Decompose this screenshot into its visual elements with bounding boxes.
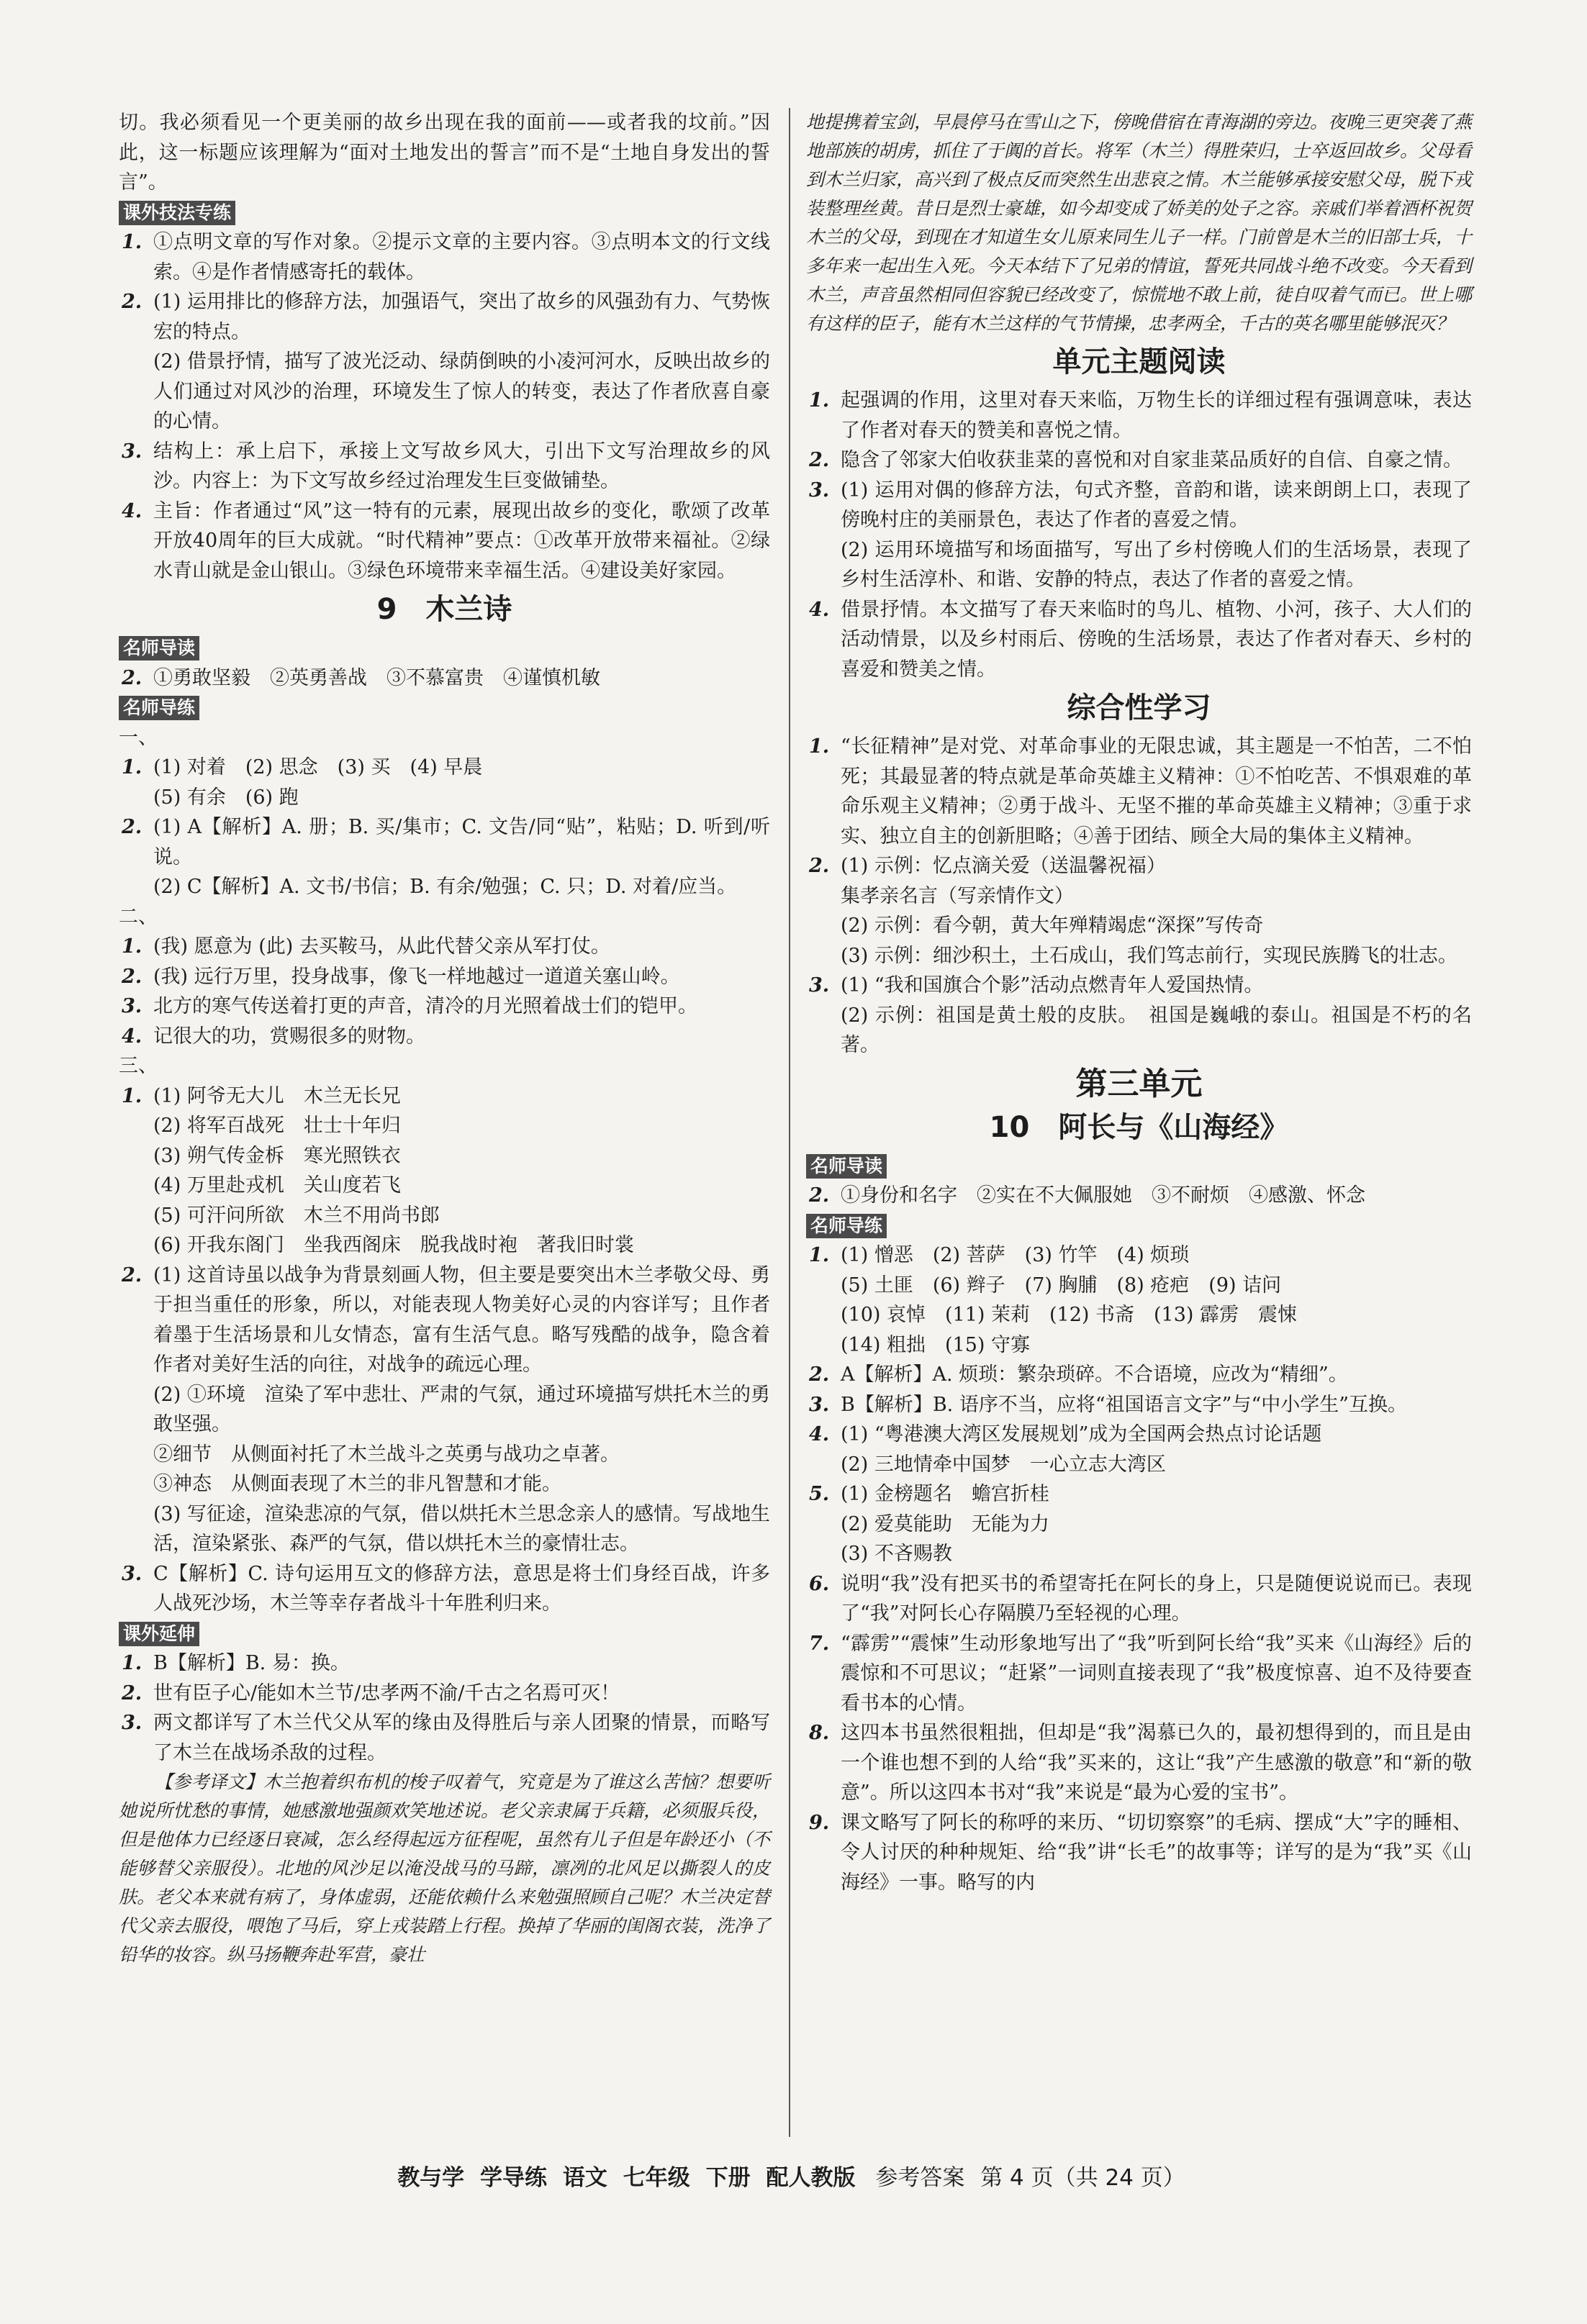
item-text: (6) 开我东阁门 坐我西阁床 脱我战时袍 著我旧时裳 [153, 1234, 634, 1256]
item-text: (3) 朔气传金柝 寒光照铁衣 [153, 1144, 401, 1167]
item-number: 4. [122, 499, 143, 522]
item-text: (2) 借景抒情，描写了波光泛动、绿荫倒映的小凌河河水，反映出故乡的人们通过对风沙的治理，环境发生了惊人的转变，表达了作者欣喜自豪的心情。 [153, 350, 770, 432]
footer-brand: 教与学 [397, 2165, 465, 2191]
lesson-9-title [119, 590, 770, 629]
footer-volume: 下册 [705, 2165, 751, 2191]
item-text: (5) 土匪 (6) 辫子 (7) 胸脯 (8) 疮疤 (9) 诘问 [841, 1274, 1282, 1297]
item-text: ②细节 从侧面衬托了木兰战斗之英勇与战功之卓著。 [153, 1443, 620, 1466]
item-text: ①身份和名字 ②实在不大佩服她 ③不耐烦 ④感激、怀念 [841, 1184, 1365, 1207]
practice-list [806, 1240, 1472, 1897]
practice-part1-list [119, 753, 770, 902]
section-label-guide: 名师导读 [806, 1154, 887, 1179]
item-text: 两文都详写了木兰代父从军的缘由及得胜后与亲人团聚的情景，而略写了木兰在战场杀敌的过程。 [153, 1712, 770, 1764]
item-number: 3. [122, 440, 143, 463]
item-text: C【解析】C. 诗句运用互文的修辞方法，意思是将士们身经百战，许多人战死沙场，木兰等幸存者战斗十年胜利归来。 [153, 1562, 770, 1615]
practice-part3-list [119, 1081, 770, 1619]
item-number: 1. [122, 1084, 143, 1107]
answer-item [119, 1111, 770, 1141]
answer-item [119, 812, 770, 872]
answer-item [806, 1718, 1472, 1808]
answer-item [806, 445, 1472, 476]
answer-item [806, 1539, 1472, 1569]
answer-item [119, 1469, 770, 1499]
footer-grade: 七年级 [623, 2165, 690, 2191]
item-number: 4. [122, 1025, 143, 1048]
answer-item [806, 386, 1472, 445]
answer-item [119, 1261, 770, 1380]
item-number: 1. [122, 231, 143, 253]
item-text: (3) 写征途，渲染悲凉的气氛，借以烘托木兰思念亲人的感情。写战地生活，渲染紧张、森严的气氛，借以烘托木兰的豪情壮志。 [153, 1502, 770, 1555]
answer-item [119, 663, 770, 694]
item-number: 1. [809, 1244, 830, 1266]
item-number: 3. [122, 1712, 143, 1734]
footer-section: 参考答案 [875, 2165, 965, 2191]
item-text: B【解析】B. 语序不当，应将“祖国语言文字”与“中小学生”互换。 [841, 1393, 1408, 1416]
item-text: (1) 运用对偶的修辞方法，句式齐整，音韵和谐，读来朗朗上口，表现了傍晚村庄的美丽景色，表达了作者的喜爱之情。 [841, 478, 1472, 531]
answer-item [119, 437, 770, 496]
answer-item [119, 1499, 770, 1559]
item-number: 1. [122, 756, 143, 779]
section-label-practice: 名师导练 [119, 696, 199, 720]
answer-item [806, 476, 1472, 535]
section-label-extra-skills: 课外技法专练 [119, 201, 235, 225]
section-label-guide: 名师导读 [119, 636, 199, 661]
item-number: 7. [809, 1632, 830, 1655]
answer-item [806, 1360, 1472, 1390]
item-number: 2. [809, 449, 830, 471]
answer-item [806, 1510, 1472, 1540]
item-number: 3. [122, 1562, 143, 1585]
item-text: (2) 将军百战死 壮士十年归 [153, 1115, 401, 1137]
item-text: (10) 哀悼 (11) 茉莉 (12) 书斋 (13) 霹雳 震悚 [841, 1304, 1298, 1326]
section-mark-2: 二、 [119, 905, 158, 928]
guide-list [119, 663, 770, 694]
answer-item [806, 941, 1472, 971]
answer-item [119, 991, 770, 1022]
item-text: (2) 三地情牵中国梦 一心立志大湾区 [841, 1453, 1166, 1476]
footer-book: 学导练 [480, 2165, 548, 2191]
item-number: 1. [809, 735, 830, 758]
item-text: (2) ①环境 渲染了军中悲壮、严肃的气氛，通过环境描写烘托木兰的勇敢坚强。 [153, 1383, 770, 1435]
item-number: 2. [122, 1681, 143, 1705]
unit-three-title: 第三单元 [1075, 1065, 1203, 1102]
section-label-practice: 名师导练 [806, 1214, 887, 1238]
lesson-name: 阿长与《山海经》 [1058, 1110, 1289, 1144]
left-column [119, 108, 770, 1969]
item-text: 主旨：作者通过“风”这一特有的元素，展现出故乡的变化，歌颂了改革开放40周年的巨大成就。“时代精神”要点：①改革开放带来福祉。②绿水青山就是金山银山。③绿色环境带来幸福生活。④建设美好家园。 [153, 499, 770, 582]
answer-item [119, 1230, 770, 1261]
item-number: 1. [809, 389, 830, 412]
answer-item [806, 971, 1472, 1001]
item-text: (1) “我和国旗合个影”活动点燃青年人爱国热情。 [841, 974, 1264, 997]
answer-item [806, 1390, 1472, 1420]
item-number: 8. [809, 1722, 830, 1744]
item-text: 起强调的作用，这里对春天来临，万物生长的详细过程有强调意味，表达了作者对春天的赞美和喜悦之情。 [841, 389, 1472, 442]
answer-item [806, 535, 1472, 595]
answer-item [806, 1479, 1472, 1510]
page-footer [0, 2162, 1587, 2194]
answer-item [806, 1240, 1472, 1271]
item-text: “长征精神”是对党、对革命事业的无限忠诚，其主题是一不怕苦，二不怕死；其最显著的特点就是革命英雄主义精神：①不怕吃苦、不惧艰难的革命乐观主义精神；②勇于战斗、无坚不摧的革命英雄主义精神；③重于求实、独立自主的创新胆略；④善于团结、顾全大局的集体主义精神。 [841, 735, 1472, 848]
extension-list [119, 1648, 770, 1768]
item-number: 3. [122, 995, 143, 1017]
practice-part2-list [119, 932, 770, 1051]
answer-item [119, 962, 770, 992]
answer-item [119, 932, 770, 962]
footer-subject: 语文 [562, 2165, 607, 2191]
item-text: ①勇敢坚毅 ②英勇善战 ③不慕富贵 ④谨慎机敏 [153, 666, 600, 689]
item-text: (2) 示例：看今朝，黄大年殚精竭虑“深探”写传奇 [841, 914, 1264, 937]
item-number: 2. [122, 666, 143, 689]
footer-page: 第 4 页（共 24 页） [980, 2165, 1185, 2191]
answer-item [119, 1081, 770, 1112]
item-number: 2. [122, 965, 143, 988]
item-text: (1) “粤港澳大湾区发展规划”成为全国两会热点讨论话题 [841, 1423, 1322, 1445]
item-number: 2. [122, 291, 143, 313]
answer-item [119, 1171, 770, 1201]
item-text: (我) 远行万里，投身战事，像飞一样地越过一道道关塞山岭。 [153, 965, 680, 988]
lesson-number: 10 [989, 1110, 1030, 1144]
unit-theme-reading-title: 单元主题阅读 [1052, 345, 1226, 378]
item-text: ③神态 从侧面表现了木兰的非凡智慧和才能。 [153, 1473, 561, 1495]
answer-item [119, 227, 770, 287]
answer-item [119, 1559, 770, 1619]
item-text: 结构上：承上启下，承接上文写故乡风大，引出下文写治理故乡的风沙。内容上：为下文写故乡经过治理发生巨变做铺垫。 [153, 440, 770, 492]
item-number: 2. [809, 1184, 830, 1207]
answer-item [806, 1450, 1472, 1480]
answer-item [806, 732, 1472, 851]
lesson-10-title [806, 1108, 1472, 1147]
item-text: ①点明文章的写作对象。②提示文章的主要内容。③点明本文的行文线索。④是作者情感寄托的载体。 [153, 231, 770, 283]
answer-item [119, 783, 770, 813]
item-text: (3) 示例：细沙积土，土石成山，我们笃志前行，实现民族腾飞的壮志。 [841, 944, 1457, 967]
comprehensive-study-list [806, 732, 1472, 1061]
answer-item [806, 1300, 1472, 1330]
answer-item [806, 911, 1472, 941]
section-label-extension: 课外延伸 [119, 1622, 199, 1646]
item-text: 说明“我”没有把买书的希望寄托在阿长的身上，只是随便说说而已。表现了“我”对阿长心存隔膜乃至轻视的心理。 [841, 1572, 1472, 1625]
answer-item [119, 872, 770, 902]
section-mark-1: 一、 [119, 726, 158, 749]
item-text: A【解析】A. 烦琐：繁杂琐碎。不合语境，应改为“精细”。 [841, 1363, 1348, 1386]
answer-item [119, 1380, 770, 1440]
answer-item [806, 851, 1472, 881]
item-text: (1) 这首诗虽以战争为背景刻画人物，但主要是要突出木兰孝敬父母、勇于担当重任的形象，所以，对能表现人物美好心灵的内容详写；且作者着墨于生活场景和儿女情态，富有生活气息。略写残酷的战争，隐含着作者对美好生活的向往，对战争的疏远心理。 [153, 1263, 770, 1376]
answer-item [119, 347, 770, 437]
item-text: 隐含了邻家大伯收获韭菜的喜悦和对自家韭菜品质好的自信、自豪之情。 [841, 449, 1462, 471]
item-text: “霹雳”“震悚”生动形象地写出了“我”听到阿长给“我”买来《山海经》后的震惊和不可思议；“赶紧”一词则直接表现了“我”极度惊喜、迫不及待要查看书本的心情。 [841, 1632, 1472, 1715]
answer-item [806, 1569, 1472, 1629]
item-text: (1) 阿爷无大儿 木兰无长兄 [153, 1084, 401, 1107]
item-text: (2) 示例：祖国是黄土般的皮肤。 祖国是巍峨的泰山。祖国是不朽的名著。 [841, 1004, 1472, 1056]
footer-edition: 配人教版 [766, 2165, 856, 2191]
item-text: 北方的寒气传送着打更的声音，清冷的月光照着战士们的铠甲。 [153, 995, 697, 1017]
section-mark-3: 三、 [119, 1055, 158, 1077]
column-divider [789, 108, 790, 2137]
answer-item [806, 595, 1472, 685]
item-number: 2. [122, 816, 143, 838]
comprehensive-study-title: 综合性学习 [1067, 691, 1211, 725]
item-number: 1. [122, 935, 143, 958]
answer-item [119, 1201, 770, 1231]
item-text: (5) 有余 (6) 跑 [153, 786, 299, 809]
reference-translation: 【参考译文】木兰抱着织布机的梭子叹着气，究竟是为了谁这么苦恼？想要听她说所忧愁的事情，她感激地强颜欢笑地述说。老父亲隶属于兵籍，必须服兵役，但是他体力已经逐日衰减，怎么经得起远方征程呢，虽然有儿子但是年龄还小（不能够替父亲服役）。北地的风沙足以淹没战马的马蹄，凛冽的北风足以撕裂人的皮肤。老父本来就有病了，身体虚弱，还能依赖什么来勉强照顾自己呢？木兰决定替代父亲去服役，喂饱了马后，穿上戎装踏上行程。换掉了华丽的闺阁衣装，洗净了铅华的妆容。纵马扬鞭奔赴军营，豪壮 [119, 1771, 770, 1965]
item-text: (2) 爱莫能助 无能为力 [841, 1512, 1049, 1535]
item-text: (3) 不吝赐教 [841, 1543, 952, 1565]
theme-reading-list [806, 386, 1472, 684]
lesson-name: 木兰诗 [425, 593, 512, 626]
answer-item [119, 1440, 770, 1470]
intro-paragraph: 切。我必须看见一个更美丽的故乡出现在我的面前——或者我的坟前。”因此，这一标题应该理解为“面对土地发出的誓言”而不是“土地自身发出的誓言”。 [119, 112, 770, 194]
answer-item [806, 881, 1472, 912]
answer-item [806, 1420, 1472, 1450]
item-text: 集孝亲名言（写亲情作文） [841, 884, 1074, 907]
answer-item [806, 1808, 1472, 1898]
item-number: 9. [809, 1811, 830, 1834]
item-text: (14) 粗拙 (15) 守寡 [841, 1333, 1031, 1356]
item-number: 4. [809, 598, 830, 621]
item-text: (2) 运用环境描写和场面描写，写出了乡村傍晚人们的生活场景，表现了乡村生活淳朴、和谐、安静的特点，表达了作者的喜爱之情。 [841, 538, 1472, 591]
answer-item [806, 1271, 1472, 1301]
item-number: 3. [809, 974, 830, 997]
answer-item [119, 1679, 770, 1709]
answer-item [119, 1022, 770, 1052]
extra-skills-list [119, 227, 770, 586]
item-text: (5) 可汗问所欲 木兰不用尚书郎 [153, 1204, 440, 1227]
answer-item [119, 287, 770, 347]
item-number: 6. [809, 1572, 830, 1595]
answer-item [119, 1648, 770, 1679]
guide-list [806, 1181, 1472, 1211]
item-text: (1) A【解析】A. 册；B. 买/集市；C. 文告/同“贴”，粘贴；D. 听到/听说。 [153, 816, 770, 868]
answer-item [806, 1181, 1472, 1211]
item-number: 4. [809, 1423, 830, 1445]
item-text: 课文略写了阿长的称呼的来历、“切切察察”的毛病、摆成“大”字的睡相、令人讨厌的种种规矩、给“我”讲“长毛”的故事等；详写的是为“我”买《山海经》一事。略写的内 [841, 1811, 1472, 1894]
item-number: 2. [122, 1263, 143, 1286]
item-number: 2. [809, 855, 830, 877]
translation-continued: 地提携着宝剑，早晨停马在雪山之下，傍晚借宿在青海湖的旁边。夜晚三更突袭了燕地部族的胡虏，抓住了于阗的首长。将军（木兰）得胜荣归，士卒返回故乡。父母看到木兰归家，高兴到了极点反而突然生出悲哀之情。木兰能够承接安慰父母，脱下戎装整理丝黄。昔日是烈士豪雄，如今却变成了娇美的处子之容。亲戚们举着酒杯祝贺木兰的父母，到现在才知道生女儿原来同生儿子一样。门前曾是木兰的旧部士兵，十多年来一起出生入死。今天本结下了兄弟的情谊，誓死共同战斗绝不改变。今天看到木兰，声音虽然相同但容貌已经改变了，惊慌地不敢上前，徒自叹着气而已。世上哪有这样的臣子，能有木兰这样的气节情操，忠孝两全，千古的英名哪里能够泯灭？ [806, 112, 1473, 334]
item-number: 3. [809, 1393, 830, 1416]
item-text: (1) 示例：忆点滴关爱（送温馨祝福） [841, 855, 1166, 877]
item-number: 2. [809, 1363, 830, 1386]
lesson-number: 9 [376, 593, 397, 626]
answer-item [119, 753, 770, 783]
item-text: (1) 憎恶 (2) 菩萨 (3) 竹竿 (4) 烦琐 [841, 1244, 1190, 1266]
item-text: (1) 运用排比的修辞方法，加强语气，突出了故乡的风强劲有力、气势恢宏的特点。 [153, 291, 770, 343]
item-text: 记很大的功，赏赐很多的财物。 [153, 1025, 425, 1048]
item-text: (1) 对着 (2) 思念 (3) 买 (4) 早晨 [153, 756, 483, 779]
answer-item [119, 1141, 770, 1171]
item-text: 世有臣子心/能如木兰节/忠孝两不渝/千古之名焉可灭！ [153, 1681, 620, 1705]
item-text: (2) C【解析】A. 文书/书信；B. 有余/勉强；C. 只；D. 对着/应当。 [153, 876, 737, 898]
item-text: 这四本书虽然很粗拙，但却是“我”渴慕已久的，最初想得到的，而且是由一个谁也想不到的人给“我”买来的，这让“我”产生感激的敬意”和“新的敬意”。所以这四本书对“我”来说是“最为心爱的宝书”。 [841, 1722, 1472, 1804]
item-text: B【解析】B. 易：换。 [153, 1652, 350, 1674]
item-text: (我) 愿意为 (此) 去买鞍马，从此代替父亲从军打仗。 [153, 935, 610, 958]
item-text: (4) 万里赴戎机 关山度若飞 [153, 1174, 401, 1197]
item-number: 1. [122, 1652, 143, 1674]
right-column [806, 108, 1472, 1897]
answer-item [806, 1001, 1472, 1061]
item-text: 借景抒情。本文描写了春天来临时的鸟儿、植物、小河，孩子、大人们的活动情景，以及乡村雨后、傍晚的生活场景，表达了作者对春天、乡村的喜爱和赞美之情。 [841, 598, 1472, 681]
answer-item [806, 1629, 1472, 1719]
item-number: 5. [809, 1483, 830, 1505]
answer-item [806, 1330, 1472, 1361]
answer-item [119, 1708, 770, 1768]
answer-item [119, 496, 770, 586]
item-number: 3. [809, 478, 830, 501]
item-text: (1) 金榜题名 蟾宫折桂 [841, 1483, 1049, 1505]
